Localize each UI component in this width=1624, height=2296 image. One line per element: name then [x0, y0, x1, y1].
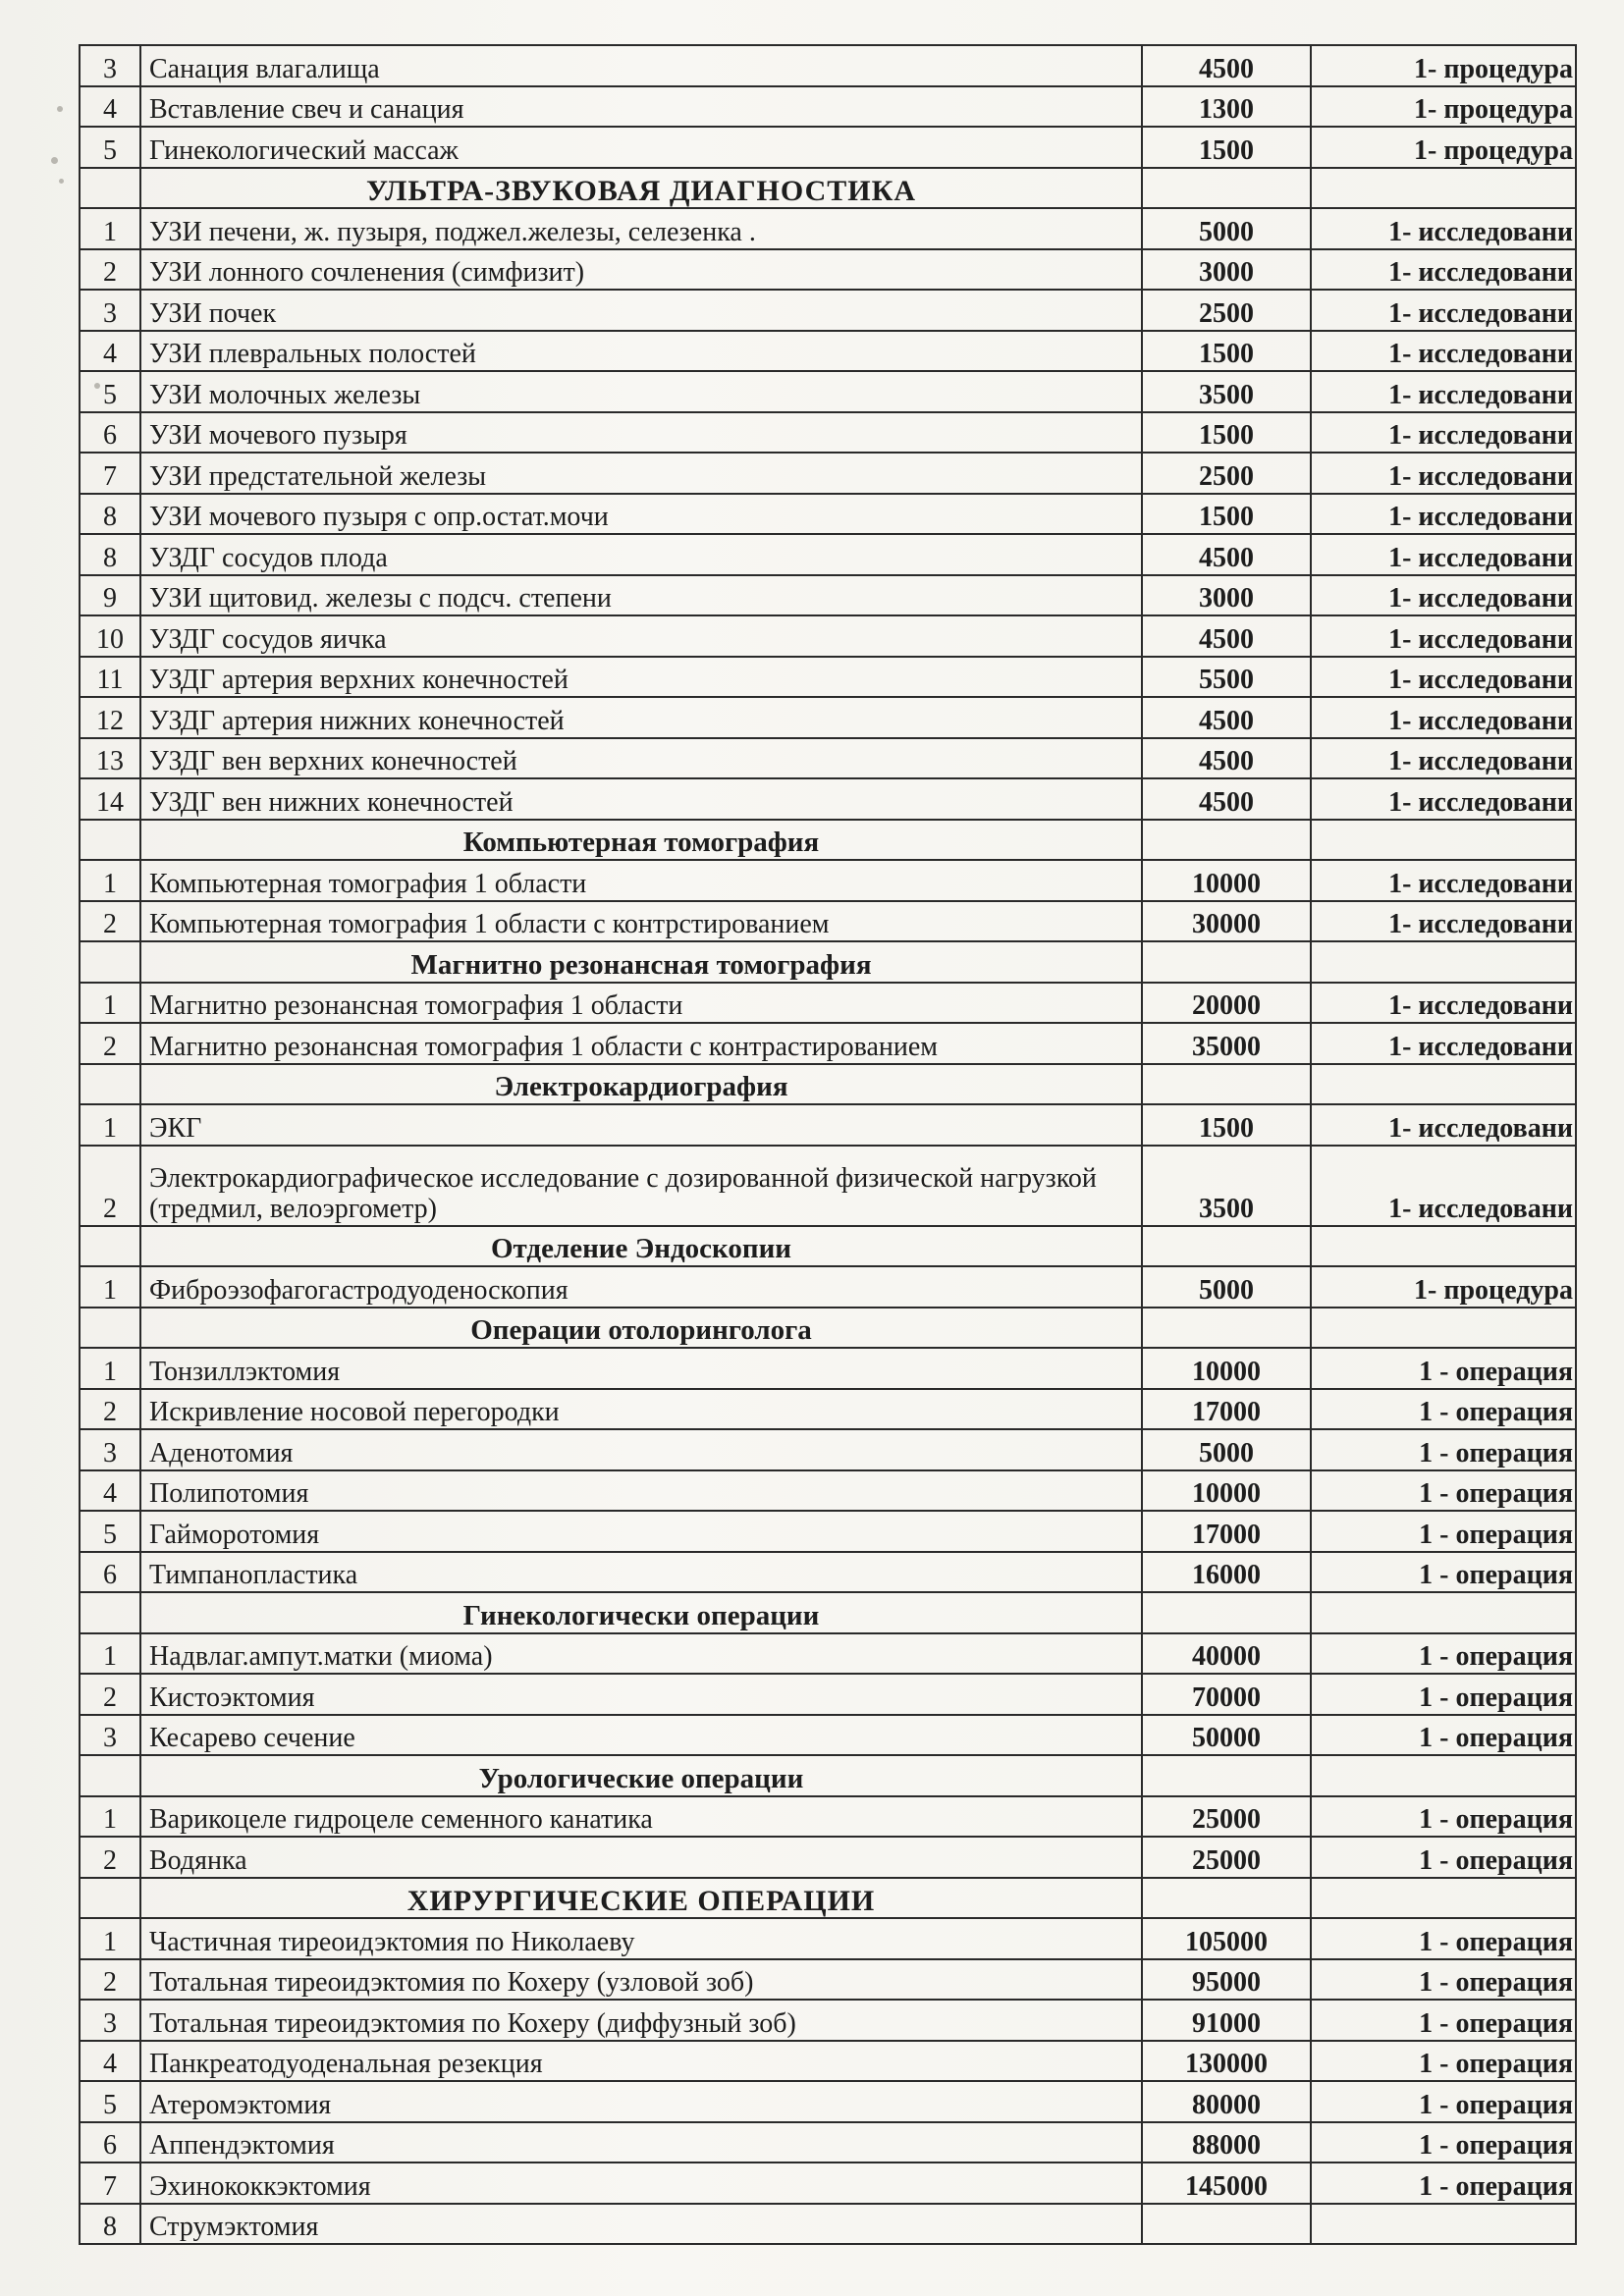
service-row — [80, 1918, 1576, 1959]
service-unit: 1- исследовани — [1311, 1023, 1576, 1064]
service-name: Гинекологический массаж — [140, 127, 1142, 168]
service-row — [80, 738, 1576, 779]
service-price: 30000 — [1142, 901, 1311, 942]
service-name: УЗИ щитовид. железы с подсч. степени — [140, 575, 1142, 616]
service-name: УЗДГ артерия нижних конечностей — [140, 697, 1142, 738]
service-unit: 1- исследовани — [1311, 249, 1576, 291]
row-number: 3 — [80, 1429, 140, 1470]
service-row — [80, 208, 1576, 249]
service-name: Надвлаг.ампут.матки (миома) — [140, 1633, 1142, 1675]
section-header-row — [80, 1592, 1576, 1633]
section-header-row — [80, 1878, 1576, 1919]
service-row — [80, 1470, 1576, 1512]
row-number: 1 — [80, 208, 140, 249]
service-name: УЗИ печени, ж. пузыря, поджел.железы, селезенка . — [140, 208, 1142, 249]
service-price: 1500 — [1142, 412, 1311, 454]
service-price: 95000 — [1142, 1959, 1311, 2001]
row-number: 2 — [80, 1837, 140, 1878]
service-row — [80, 1959, 1576, 2001]
service-unit: 1- исследовани — [1311, 1146, 1576, 1226]
service-row — [80, 1837, 1576, 1878]
section-header-row — [80, 1226, 1576, 1267]
row-number: 4 — [80, 2041, 140, 2082]
section-num-cell — [80, 1878, 140, 1919]
section-header-row — [80, 168, 1576, 209]
service-price: 25000 — [1142, 1837, 1311, 1878]
service-row — [80, 494, 1576, 535]
service-row — [80, 778, 1576, 820]
section-num-cell — [80, 1592, 140, 1633]
section-title: ХИРУРГИЧЕСКИЕ ОПЕРАЦИИ — [140, 1878, 1142, 1919]
service-price: 4500 — [1142, 45, 1311, 86]
service-price: 17000 — [1142, 1389, 1311, 1430]
service-name: Частичная тиреоидэктомия по Николаеву — [140, 1918, 1142, 1959]
service-price: 16000 — [1142, 1552, 1311, 1593]
section-unit-cell — [1311, 1064, 1576, 1105]
row-number: 2 — [80, 901, 140, 942]
section-num-cell — [80, 1755, 140, 1796]
service-unit: 1 - операция — [1311, 2081, 1576, 2122]
service-name: Санация влагалища — [140, 45, 1142, 86]
service-name: Магнитно резонансная томография 1 области — [140, 983, 1142, 1024]
service-price: 5000 — [1142, 1266, 1311, 1308]
service-row — [80, 2081, 1576, 2122]
section-num-cell — [80, 1064, 140, 1105]
row-number: 1 — [80, 860, 140, 901]
service-row — [80, 657, 1576, 698]
service-row — [80, 127, 1576, 168]
service-name: УЗДГ вен нижних конечностей — [140, 778, 1142, 820]
service-row — [80, 1023, 1576, 1064]
service-row — [80, 1511, 1576, 1552]
row-number: 3 — [80, 290, 140, 331]
section-price-cell — [1142, 1878, 1311, 1919]
service-row — [80, 1389, 1576, 1430]
service-row — [80, 290, 1576, 331]
service-name: Панкреатодуоденальная резекция — [140, 2041, 1142, 2082]
service-unit: 1- исследовани — [1311, 860, 1576, 901]
service-row — [80, 453, 1576, 494]
section-num-cell — [80, 820, 140, 861]
service-unit: 1- исследовани — [1311, 208, 1576, 249]
service-unit: 1 - операция — [1311, 2122, 1576, 2163]
row-number: 7 — [80, 453, 140, 494]
section-unit-cell — [1311, 1592, 1576, 1633]
section-header-row — [80, 1308, 1576, 1349]
service-price: 1300 — [1142, 86, 1311, 128]
service-unit — [1311, 2204, 1576, 2245]
service-name: УЗДГ сосудов яичка — [140, 615, 1142, 657]
service-price: 4500 — [1142, 778, 1311, 820]
service-name: Компьютерная томография 1 области с контрстированием — [140, 901, 1142, 942]
service-price: 3500 — [1142, 371, 1311, 412]
service-row — [80, 534, 1576, 575]
service-name: Атеромэктомия — [140, 2081, 1142, 2122]
service-row — [80, 1266, 1576, 1308]
row-number: 6 — [80, 1552, 140, 1593]
service-price: 2500 — [1142, 453, 1311, 494]
service-unit: 1- исследовани — [1311, 1104, 1576, 1146]
service-unit: 1- процедура — [1311, 45, 1576, 86]
service-row — [80, 1552, 1576, 1593]
service-name: Компьютерная томография 1 области — [140, 860, 1142, 901]
service-unit: 1 - операция — [1311, 1918, 1576, 1959]
service-price: 5000 — [1142, 208, 1311, 249]
service-unit: 1 - операция — [1311, 2163, 1576, 2204]
service-price: 10000 — [1142, 860, 1311, 901]
section-unit-cell — [1311, 168, 1576, 209]
row-number: 8 — [80, 2204, 140, 2245]
service-name: Аппендэктомия — [140, 2122, 1142, 2163]
service-price: 4500 — [1142, 697, 1311, 738]
service-name: Тотальная тиреоидэктомия по Кохеру (узловой зоб) — [140, 1959, 1142, 2001]
service-price: 40000 — [1142, 1633, 1311, 1675]
section-header-row — [80, 820, 1576, 861]
service-price: 5000 — [1142, 1429, 1311, 1470]
service-price: 10000 — [1142, 1470, 1311, 1512]
service-unit: 1- исследовани — [1311, 901, 1576, 942]
service-name: Фиброэзофагогастродуоденоскопия — [140, 1266, 1142, 1308]
service-row — [80, 331, 1576, 372]
service-row — [80, 2122, 1576, 2163]
service-row — [80, 901, 1576, 942]
service-row — [80, 86, 1576, 128]
row-number: 14 — [80, 778, 140, 820]
service-unit: 1- исследовани — [1311, 575, 1576, 616]
service-row — [80, 575, 1576, 616]
row-number: 6 — [80, 412, 140, 454]
service-price: 4500 — [1142, 534, 1311, 575]
row-number: 4 — [80, 1470, 140, 1512]
service-name: Эхинококкэктомия — [140, 2163, 1142, 2204]
row-number: 3 — [80, 2000, 140, 2041]
section-unit-cell — [1311, 1878, 1576, 1919]
section-title: Операции отолоринголога — [140, 1308, 1142, 1349]
section-price-cell — [1142, 820, 1311, 861]
section-unit-cell — [1311, 1308, 1576, 1349]
section-title: Электрокардиография — [140, 1064, 1142, 1105]
service-row — [80, 1348, 1576, 1389]
service-price: 35000 — [1142, 1023, 1311, 1064]
row-number: 1 — [80, 1918, 140, 1959]
row-number: 5 — [80, 371, 140, 412]
service-price: 2500 — [1142, 290, 1311, 331]
service-unit: 1- исследовани — [1311, 983, 1576, 1024]
section-title: Урологические операции — [140, 1755, 1142, 1796]
service-row — [80, 1633, 1576, 1675]
section-price-cell — [1142, 1308, 1311, 1349]
row-number: 10 — [80, 615, 140, 657]
service-price: 25000 — [1142, 1796, 1311, 1838]
section-num-cell — [80, 1308, 140, 1349]
row-number: 7 — [80, 2163, 140, 2204]
row-number: 13 — [80, 738, 140, 779]
service-price: 3000 — [1142, 575, 1311, 616]
price-list-table — [79, 44, 1577, 2245]
service-name: Варикоцеле гидроцеле семенного канатика — [140, 1796, 1142, 1838]
row-number: 4 — [80, 331, 140, 372]
service-row — [80, 697, 1576, 738]
service-name: УЗДГ вен верхних конечностей — [140, 738, 1142, 779]
service-unit: 1 - операция — [1311, 1429, 1576, 1470]
service-name: УЗИ предстательной железы — [140, 453, 1142, 494]
service-name: УЗИ молочных железы — [140, 371, 1142, 412]
service-name: Водянка — [140, 1837, 1142, 1878]
service-price: 1500 — [1142, 1104, 1311, 1146]
service-unit: 1- исследовани — [1311, 738, 1576, 779]
service-row — [80, 1104, 1576, 1146]
service-unit: 1- исследовани — [1311, 697, 1576, 738]
service-price: 1500 — [1142, 331, 1311, 372]
row-number: 9 — [80, 575, 140, 616]
service-name: УЗИ почек — [140, 290, 1142, 331]
section-price-cell — [1142, 941, 1311, 983]
service-unit: 1- исследовани — [1311, 412, 1576, 454]
service-price: 80000 — [1142, 2081, 1311, 2122]
service-unit: 1- процедура — [1311, 1266, 1576, 1308]
service-name: Кистоэктомия — [140, 1674, 1142, 1715]
service-row — [80, 1796, 1576, 1838]
service-row — [80, 1715, 1576, 1756]
service-price: 105000 — [1142, 1918, 1311, 1959]
service-unit: 1 - операция — [1311, 1348, 1576, 1389]
section-unit-cell — [1311, 941, 1576, 983]
service-price: 91000 — [1142, 2000, 1311, 2041]
service-unit: 1 - операция — [1311, 2041, 1576, 2082]
service-price: 70000 — [1142, 1674, 1311, 1715]
service-name: Кесарево сечение — [140, 1715, 1142, 1756]
price-list-body — [80, 45, 1576, 2244]
row-number: 3 — [80, 1715, 140, 1756]
service-row — [80, 860, 1576, 901]
section-unit-cell — [1311, 1755, 1576, 1796]
row-number: 2 — [80, 1389, 140, 1430]
row-number: 8 — [80, 494, 140, 535]
service-row — [80, 983, 1576, 1024]
service-unit: 1- процедура — [1311, 127, 1576, 168]
service-unit: 1 - операция — [1311, 1633, 1576, 1675]
service-name: Магнитно резонансная томография 1 области с контрастированием — [140, 1023, 1142, 1064]
service-price — [1142, 2204, 1311, 2245]
service-unit: 1- исследовани — [1311, 290, 1576, 331]
service-name: Тотальная тиреоидэктомия по Кохеру (диффузный зоб) — [140, 2000, 1142, 2041]
service-name: УЗИ плевральных полостей — [140, 331, 1142, 372]
section-unit-cell — [1311, 1226, 1576, 1267]
service-row — [80, 45, 1576, 86]
row-number: 12 — [80, 697, 140, 738]
row-number: 3 — [80, 45, 140, 86]
row-number: 1 — [80, 1266, 140, 1308]
row-number: 6 — [80, 2122, 140, 2163]
service-unit: 1 - операция — [1311, 1715, 1576, 1756]
service-name: ЭКГ — [140, 1104, 1142, 1146]
scan-speck — [57, 106, 63, 112]
section-title: Магнитно резонансная томография — [140, 941, 1142, 983]
service-unit: 1 - операция — [1311, 1959, 1576, 2001]
service-name: Вставление свеч и санация — [140, 86, 1142, 128]
service-price: 130000 — [1142, 2041, 1311, 2082]
row-number: 5 — [80, 2081, 140, 2122]
service-price: 1500 — [1142, 127, 1311, 168]
section-title: Гинекологически операции — [140, 1592, 1142, 1633]
service-price: 50000 — [1142, 1715, 1311, 1756]
row-number: 8 — [80, 534, 140, 575]
service-unit: 1 - операция — [1311, 1511, 1576, 1552]
service-unit: 1- исследовани — [1311, 615, 1576, 657]
row-number: 1 — [80, 1633, 140, 1675]
service-price: 145000 — [1142, 2163, 1311, 2204]
service-row — [80, 412, 1576, 454]
section-title: Отделение Эндоскопии — [140, 1226, 1142, 1267]
service-row — [80, 1146, 1576, 1226]
service-row — [80, 371, 1576, 412]
service-unit: 1 - операция — [1311, 1389, 1576, 1430]
row-number: 1 — [80, 1104, 140, 1146]
scan-speck — [59, 179, 64, 184]
service-row — [80, 1429, 1576, 1470]
service-unit: 1 - операция — [1311, 1796, 1576, 1838]
section-title: Компьютерная томография — [140, 820, 1142, 861]
section-price-cell — [1142, 1592, 1311, 1633]
row-number: 2 — [80, 1959, 140, 2001]
section-header-row — [80, 941, 1576, 983]
service-name: УЗИ мочевого пузыря с опр.остат.мочи — [140, 494, 1142, 535]
service-price: 88000 — [1142, 2122, 1311, 2163]
service-unit: 1- исследовани — [1311, 453, 1576, 494]
service-row — [80, 615, 1576, 657]
service-unit: 1- исследовани — [1311, 371, 1576, 412]
service-unit: 1 - операция — [1311, 2000, 1576, 2041]
service-unit: 1- процедура — [1311, 86, 1576, 128]
section-title: УЛЬТРА-ЗВУКОВАЯ ДИАГНОСТИКА — [140, 168, 1142, 209]
service-unit: 1 - операция — [1311, 1674, 1576, 1715]
service-unit: 1- исследовани — [1311, 657, 1576, 698]
section-unit-cell — [1311, 820, 1576, 861]
service-row — [80, 2163, 1576, 2204]
row-number: 5 — [80, 1511, 140, 1552]
row-number: 5 — [80, 127, 140, 168]
service-price: 3000 — [1142, 249, 1311, 291]
service-name: УЗИ лонного сочленения (симфизит) — [140, 249, 1142, 291]
service-row — [80, 2041, 1576, 2082]
service-price: 3500 — [1142, 1146, 1311, 1226]
row-number: 2 — [80, 1146, 140, 1226]
service-name: УЗДГ артерия верхних конечностей — [140, 657, 1142, 698]
row-number: 2 — [80, 1674, 140, 1715]
row-number: 1 — [80, 983, 140, 1024]
service-unit: 1 - операция — [1311, 1552, 1576, 1593]
section-header-row — [80, 1064, 1576, 1105]
service-price: 17000 — [1142, 1511, 1311, 1552]
service-price: 1500 — [1142, 494, 1311, 535]
service-unit: 1 - операция — [1311, 1837, 1576, 1878]
service-name: Тонзиллэктомия — [140, 1348, 1142, 1389]
section-price-cell — [1142, 168, 1311, 209]
service-row — [80, 2000, 1576, 2041]
row-number: 2 — [80, 1023, 140, 1064]
row-number: 4 — [80, 86, 140, 128]
section-num-cell — [80, 168, 140, 209]
service-price: 4500 — [1142, 615, 1311, 657]
scan-speck — [51, 157, 58, 164]
section-num-cell — [80, 1226, 140, 1267]
service-name: Полипотомия — [140, 1470, 1142, 1512]
service-name: УЗДГ сосудов плода — [140, 534, 1142, 575]
service-unit: 1- исследовани — [1311, 778, 1576, 820]
service-name: Тимпанопластика — [140, 1552, 1142, 1593]
service-row — [80, 1674, 1576, 1715]
service-name: Искривление носовой перегородки — [140, 1389, 1142, 1430]
section-price-cell — [1142, 1064, 1311, 1105]
row-number: 11 — [80, 657, 140, 698]
service-unit: 1 - операция — [1311, 1470, 1576, 1512]
service-price: 20000 — [1142, 983, 1311, 1024]
row-number: 2 — [80, 249, 140, 291]
section-header-row — [80, 1755, 1576, 1796]
service-unit: 1- исследовани — [1311, 494, 1576, 535]
service-price: 10000 — [1142, 1348, 1311, 1389]
service-name: УЗИ мочевого пузыря — [140, 412, 1142, 454]
service-unit: 1- исследовани — [1311, 534, 1576, 575]
service-unit: 1- исследовани — [1311, 331, 1576, 372]
service-name: Аденотомия — [140, 1429, 1142, 1470]
service-row — [80, 2204, 1576, 2245]
row-number: 1 — [80, 1796, 140, 1838]
section-price-cell — [1142, 1755, 1311, 1796]
section-price-cell — [1142, 1226, 1311, 1267]
row-number: 1 — [80, 1348, 140, 1389]
section-num-cell — [80, 941, 140, 983]
service-row — [80, 249, 1576, 291]
service-price: 4500 — [1142, 738, 1311, 779]
service-name: Гайморотомия — [140, 1511, 1142, 1552]
service-price: 5500 — [1142, 657, 1311, 698]
service-name: Струмэктомия — [140, 2204, 1142, 2245]
service-name: Электрокардиографическое исследование с дозированной физической нагрузкой (тредмил, велоэргометр) — [140, 1146, 1142, 1226]
